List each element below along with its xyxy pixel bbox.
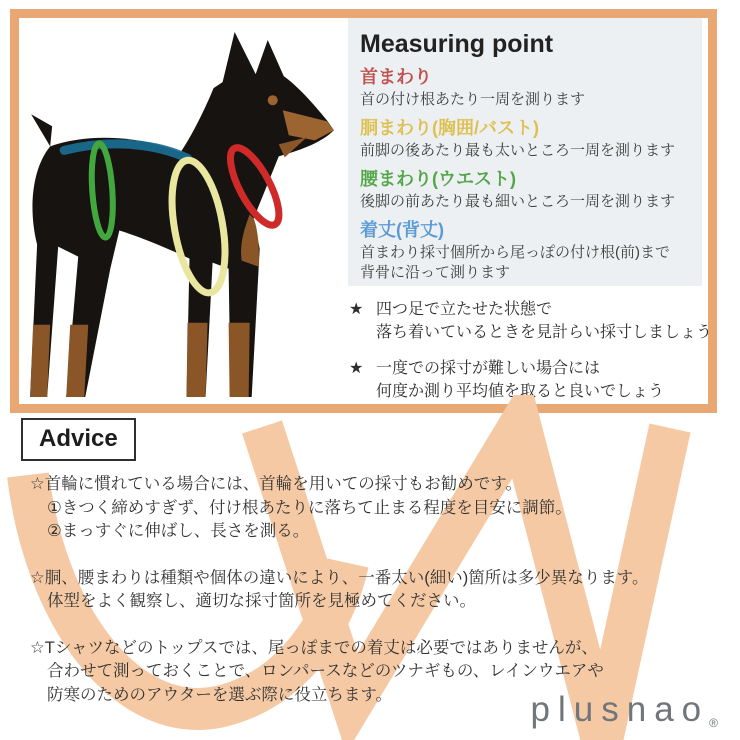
advice-paragraph-body — [30, 567, 720, 614]
measure-item-chest — [360, 116, 702, 161]
advice-line: ①きつく締めすぎず、付け根あたりに落ちて止まる程度を目安に調節。 — [47, 498, 572, 517]
measuring-frame — [10, 9, 717, 413]
plusnao-logo — [531, 690, 718, 730]
advice-title-box — [21, 418, 136, 461]
advice-line: 合わせて測っておくことで、ロンパースなどのツナギもの、レインウエアや — [47, 662, 604, 680]
advice-line: ☆首輪に慣れている場合には、首輪を用いての採寸もお勧めです。 — [30, 475, 522, 493]
note-average — [349, 357, 714, 403]
length-label: 着丈(背丈) — [360, 220, 444, 240]
note-standing-line1: 四つ足で立たせた状態で — [376, 301, 553, 318]
registered-mark: ® — [709, 716, 718, 730]
advice-paragraph-collar — [30, 473, 720, 544]
neck-desc: 首の付け根あたり一周を測ります — [360, 91, 586, 108]
waist-desc: 後脚の前あたり最も細いところ一周を測ります — [360, 193, 676, 210]
advice-line: ☆胴、腰まわりは種類や個体の違いにより、一番太い(細い)箇所は多少異なります。 — [30, 568, 649, 587]
chest-desc: 前脚の後あたり最も太いところ一周を測ります — [360, 142, 676, 159]
star-icon: ★ — [349, 360, 364, 377]
note-average-line1: 一度での採寸が難しい場合には — [376, 360, 601, 377]
measure-item-length — [360, 218, 702, 283]
star-icon: ★ — [349, 301, 364, 318]
measure-item-waist — [360, 167, 702, 212]
length-desc-line2: 背骨に沿って測ります — [360, 264, 511, 281]
neck-label: 首まわり — [360, 67, 432, 87]
advice-line: 防寒のためのアウターを選ぶ際に役立ちます。 — [47, 685, 393, 704]
waist-label: 腰まわり(ウエスト) — [360, 169, 516, 189]
length-desc-line1: 首まわり採寸個所から尾っぽの付け根(前)まで — [360, 244, 670, 261]
advice-title: Advice — [39, 425, 118, 452]
note-average-line2: 何度か測り平均値を取ると良いでしょう — [376, 383, 665, 400]
measuring-notes — [349, 298, 714, 416]
measuring-point-panel — [348, 18, 702, 286]
measuring-point-title: Measuring point — [360, 30, 554, 58]
note-standing — [349, 298, 714, 344]
advice-line: ☆Tシャツなどのトップスでは、尾っぽまでの着丈は必要ではありませんが、 — [30, 638, 598, 657]
advice-line: ②まっすぐに伸ばし、長さを測る。 — [47, 522, 310, 540]
note-standing-line2: 落ち着いているときを見計らい採寸しましょう — [376, 324, 713, 341]
measure-item-neck — [360, 65, 702, 110]
dog-illustration — [19, 18, 352, 404]
chest-label: 胴まわり(胸囲/バスト) — [360, 118, 539, 138]
plusnao-logo-text: plusnao — [530, 690, 710, 729]
dog-photo — [19, 18, 352, 404]
advice-line: 体型をよく観察し、適切な採寸箇所を見極めてください。 — [47, 592, 476, 610]
